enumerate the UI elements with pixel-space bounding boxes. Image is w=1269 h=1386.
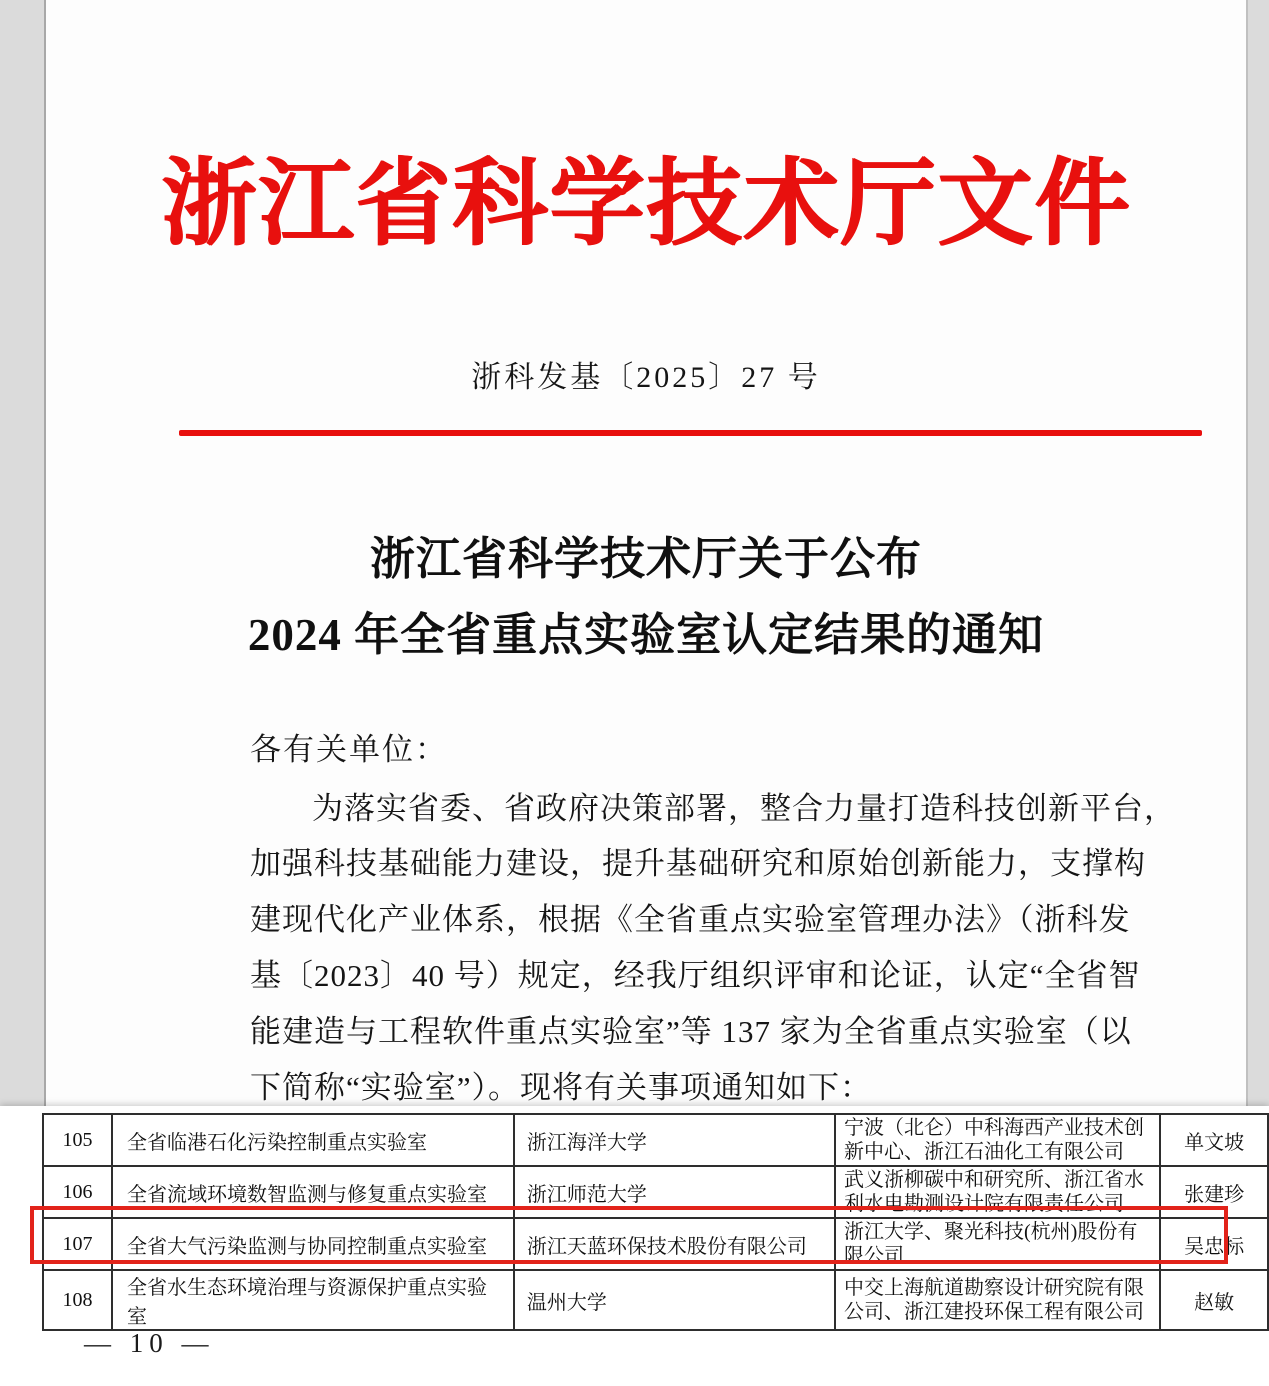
row-number-cell: 106 bbox=[43, 1166, 112, 1218]
row-number-cell: 107 bbox=[43, 1218, 112, 1270]
body-text-line: 加强科技基础能力建设，提升基础研究和原始创新能力，支撑构 bbox=[250, 846, 1146, 881]
row-number-cell: 108 bbox=[43, 1270, 112, 1330]
notice-title-line1: 浙江省科学技术厅关于公布 bbox=[369, 534, 922, 584]
institution-cell: 浙江天蓝环保技术股份有限公司 bbox=[514, 1218, 835, 1270]
director-cell: 张建珍 bbox=[1160, 1166, 1268, 1218]
page-number: — 10 — bbox=[84, 1328, 215, 1358]
director-cell: 单文坡 bbox=[1160, 1114, 1268, 1166]
table-row bbox=[43, 1270, 1268, 1330]
institution-cell: 温州大学 bbox=[514, 1270, 835, 1330]
institution-cell: 浙江师范大学 bbox=[514, 1166, 835, 1218]
body-text-line: 建现代化产业体系，根据《全省重点实验室管理办法》（浙科发 bbox=[250, 902, 1131, 937]
red-divider-rule bbox=[179, 430, 1202, 436]
partners-cell: 武义浙柳碳中和研究所、浙江省水利水电勘测设计院有限责任公司 bbox=[835, 1166, 1160, 1218]
table-row bbox=[43, 1114, 1268, 1166]
salutation: 各有关单位： bbox=[250, 732, 448, 767]
body-text-line: 下简称“实验室”）。现将有关事项通知如下： bbox=[250, 1070, 873, 1105]
body-text-line: 基〔2023〕40 号）规定，经我厅组织评审和论证，认定“全省智 bbox=[250, 958, 1141, 993]
row-number-cell: 105 bbox=[43, 1114, 112, 1166]
laboratory-table bbox=[42, 1113, 1269, 1331]
lab-name-cell: 全省临港石化污染控制重点实验室 bbox=[112, 1114, 514, 1166]
partners-cell: 浙江大学、聚光科技(杭州)股份有限公司 bbox=[835, 1218, 1160, 1270]
director-cell: 赵敏 bbox=[1160, 1270, 1268, 1330]
lab-name-cell: 全省水生态环境治理与资源保护重点实验室 bbox=[112, 1270, 514, 1330]
table-row-highlighted bbox=[43, 1218, 1268, 1270]
partners-cell: 宁波（北仑）中科海西产业技术创新中心、浙江石油化工有限公司 bbox=[835, 1114, 1160, 1166]
lab-name-cell: 全省流域环境数智监测与修复重点实验室 bbox=[112, 1166, 514, 1218]
partners-cell: 中交上海航道勘察设计研究院有限公司、浙江建投环保工程有限公司 bbox=[835, 1270, 1160, 1330]
document-number: 浙科发基〔2025〕27 号 bbox=[471, 361, 821, 394]
notice-title-line2: 2024 年全省重点实验室认定结果的通知 bbox=[247, 610, 1045, 660]
document-header-title: 浙江省科学技术厅文件 bbox=[160, 151, 1131, 257]
body-text-line: 能建造与工程软件重点实验室”等 137 家为全省重点实验室（以 bbox=[250, 1014, 1132, 1049]
table-row bbox=[43, 1166, 1268, 1218]
document-page bbox=[44, 0, 1248, 1110]
lab-name-cell: 全省大气污染监测与协同控制重点实验室 bbox=[112, 1218, 514, 1270]
body-text-line: 为落实省委、省政府决策部署，整合力量打造科技创新平台， bbox=[312, 791, 1176, 826]
institution-cell: 浙江海洋大学 bbox=[514, 1114, 835, 1166]
director-cell: 吴忠标 bbox=[1160, 1218, 1268, 1270]
